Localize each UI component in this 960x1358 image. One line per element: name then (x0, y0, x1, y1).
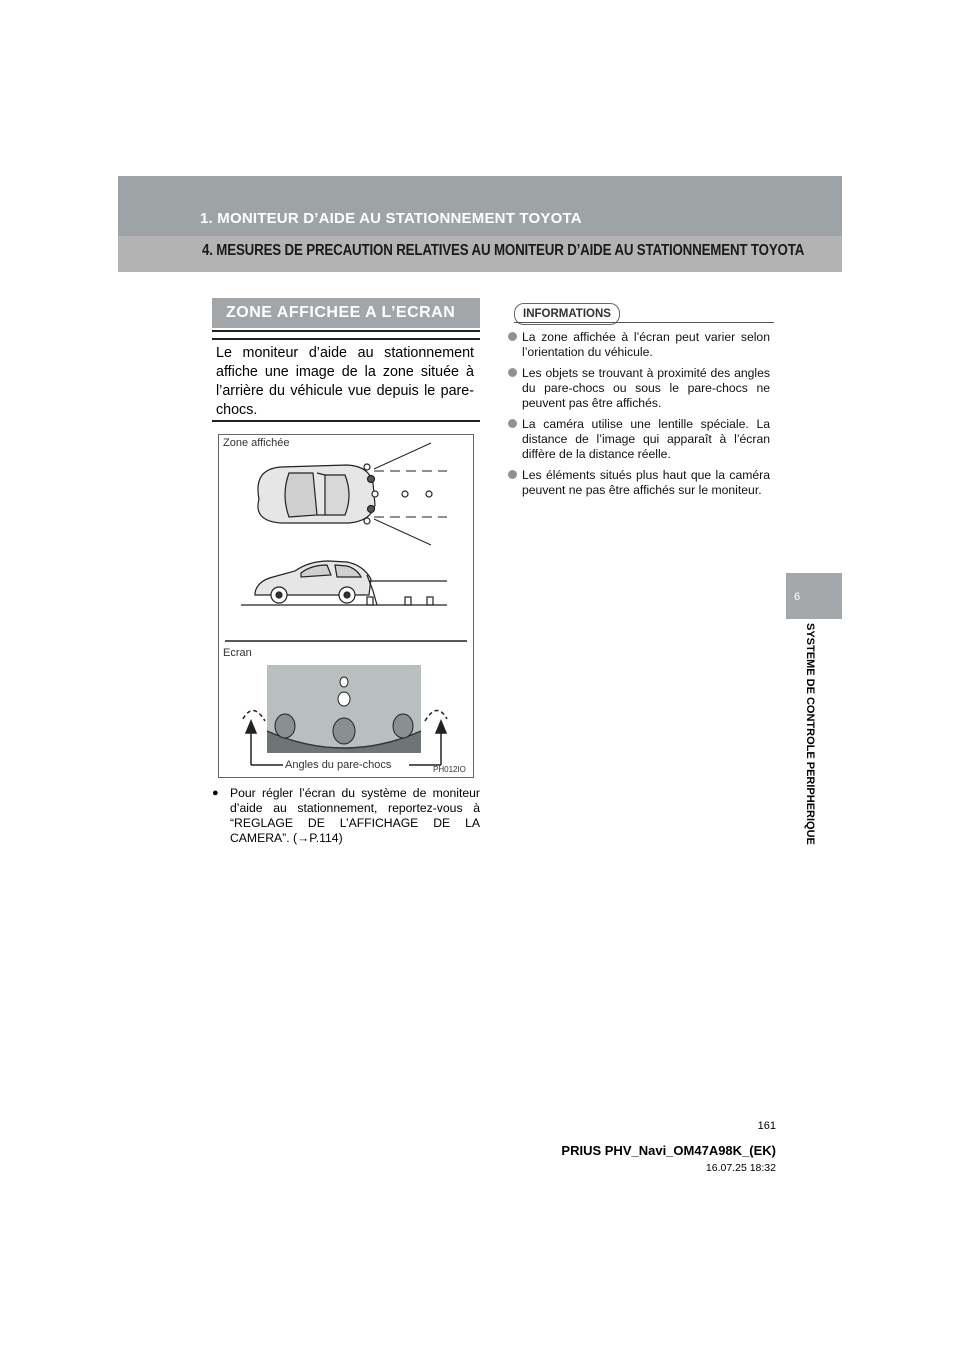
intro-text: Le moniteur d’aide au stationnement affiche une image de la zone située à l’arrière du véhicule vue depuis le pare-chocs. (212, 338, 480, 422)
header-band (118, 176, 842, 236)
info-list (508, 330, 770, 504)
info-label: INFORMATIONS (514, 303, 620, 325)
camera-view-lines (374, 443, 447, 545)
info-item: La zone affichée à l’écran peut varier selon l’orientation du véhicule. (508, 330, 770, 360)
zone-label: Zone affichée (223, 437, 290, 449)
screen-label: Ecran (223, 647, 252, 659)
section-title: 4. MESURES DE PRECAUTION RELATIVES AU MONITEUR D’AIDE AU STATIONNEMENT TOYOTA (202, 242, 805, 259)
car-top-view (258, 465, 375, 523)
chapter-tab-number: 6 (794, 591, 801, 603)
car-side-view (255, 561, 371, 603)
page-number: 161 (757, 1120, 776, 1132)
document-timestamp: 16.07.25 18:32 (705, 1162, 776, 1174)
document-id: PRIUS PHV_Navi_OM47A98K_(EK) (561, 1143, 776, 1158)
detection-markers (364, 464, 432, 524)
heading-rule (212, 330, 480, 332)
bullet-circle-icon (508, 470, 517, 479)
info-item: La caméra utilise une lentille spéciale. La distance de l’image qui apparaît à l’écran diffère de la distance réelle. (508, 417, 770, 462)
camera-figure (218, 434, 474, 778)
info-item: Les éléments situés plus haut que la caméra peuvent ne pas être affichés sur le moniteur. (508, 468, 770, 498)
zone-heading: ZONE AFFICHEE A L’ECRAN (212, 298, 480, 328)
figure-code: PH012IO (433, 765, 466, 774)
info-item: Les objets se trouvant à proximité des angles du pare-chocs ou sous le pare-chocs ne peuvent pas être affichés. (508, 366, 770, 411)
adjust-note-text: Pour régler l’écran du système de moniteur d’aide au stationnement, reportez-vous à “REGLAGE DE L’AFFICHAGE DE LA CAMERA”. (→P.114) (230, 786, 480, 845)
camera-diagram (219, 435, 473, 777)
bullet-circle-icon (508, 332, 517, 341)
chapter-title: 1. MONITEUR D’AIDE AU STATIONNEMENT TOYOTA (200, 210, 582, 227)
adjust-note (212, 786, 480, 846)
chapter-side-label: SYSTEME DE CONTROLE PERIPHERIQUE (804, 623, 816, 845)
bullet-circle-icon (508, 368, 517, 377)
bullet-circle-icon (508, 419, 517, 428)
info-rule (514, 322, 774, 323)
corners-label: Angles du pare-chocs (285, 759, 392, 771)
bullet-dot-icon: ● (212, 787, 219, 799)
monitor-screen (267, 665, 421, 753)
